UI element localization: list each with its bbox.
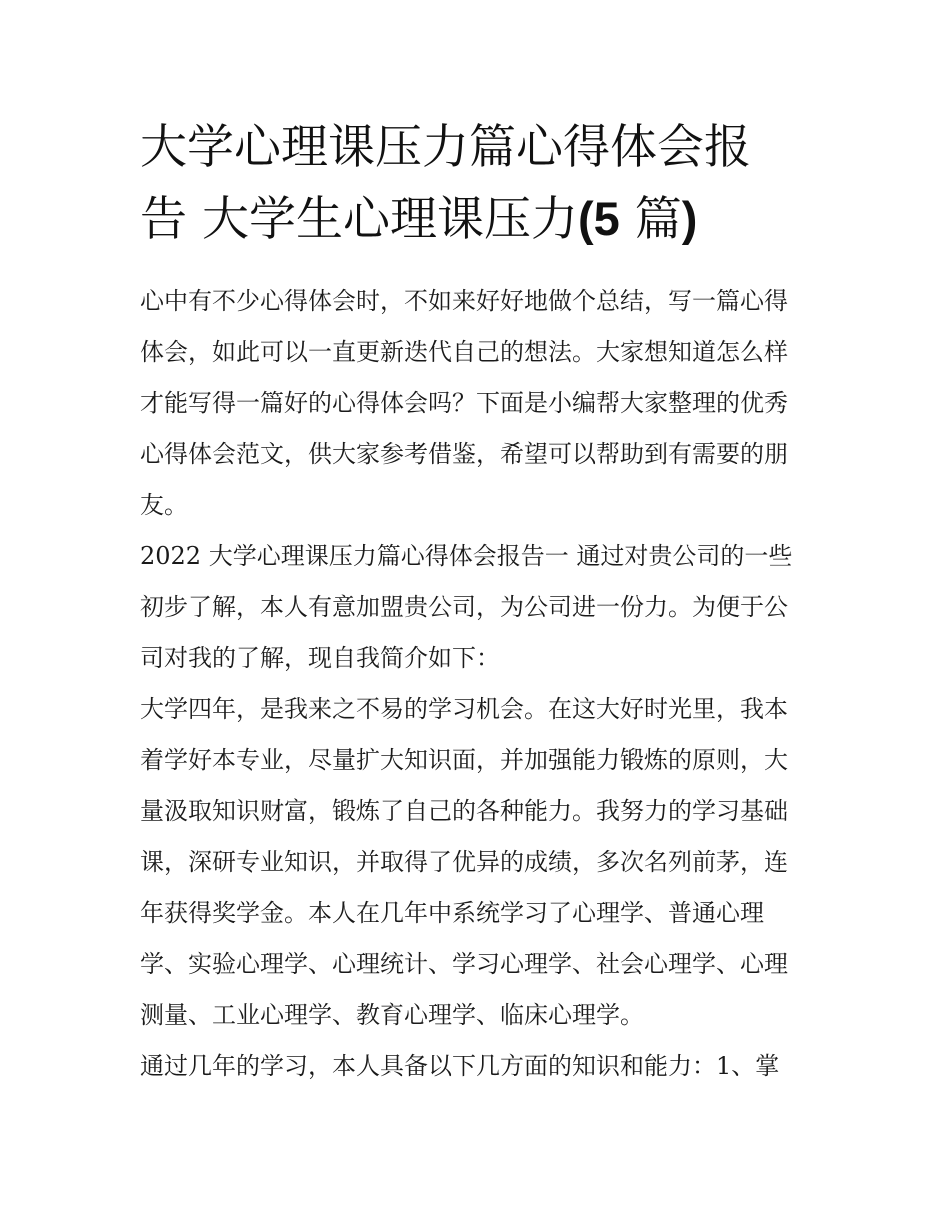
paragraph-line: 心中有不少心得体会时，不如来好好地做个总结，写一篇心得 (140, 287, 788, 315)
paragraph-line: 量汲取知识财富，锻炼了自己的各种能力。我努力的学习基础 (140, 797, 788, 825)
paragraph-line: 2022 大学心理课压力篇心得体会报告一 通过对贵公司的一些 (140, 542, 793, 570)
paragraph-line: 初步了解，本人有意加盟贵公司，为公司进一份力。为便于公 (140, 593, 788, 621)
paragraph-line: 心得体会范文，供大家参考借鉴，希望可以帮助到有需要的朋 (140, 440, 788, 468)
paragraph-abilities (140, 1041, 820, 1092)
title-line-2-close: ) (681, 192, 698, 245)
paragraph-line: 体会，如此可以一直更新迭代自己的想法。大家想知道怎么样 (140, 338, 788, 366)
paragraph-university-years (140, 684, 820, 1041)
paragraph-line: 司对我的了解，现自我简介如下： (140, 644, 500, 672)
document-body (140, 276, 820, 1092)
paragraph-line: 测量、工业心理学、教育心理学、临床心理学。 (140, 1001, 644, 1029)
title-line-1: 大学心理课压力篇心得体会报 (140, 120, 751, 175)
title-line-2-unit: 篇 (619, 192, 682, 247)
paragraph-line: 才能写得一篇好的心得体会吗？下面是小编帮大家整理的优秀 (140, 389, 788, 417)
document-title (140, 112, 820, 255)
paragraph-intro (140, 276, 820, 531)
title-line-2-count: (5 (577, 192, 620, 245)
paragraph-line: 着学好本专业，尽量扩大知识面，并加强能力锻炼的原则，大 (140, 746, 788, 774)
paragraph-line: 通过几年的学习，本人具备以下几方面的知识和能力：1、掌 (140, 1052, 780, 1080)
title-line-2 (140, 183, 820, 255)
paragraph-line: 大学四年，是我来之不易的学习机会。在这大好时光里，我本 (140, 695, 788, 723)
title-line-2-text: 告 大学生心理课压力 (140, 192, 578, 247)
paragraph-line: 学、实验心理学、心理统计、学习心理学、社会心理学、心理 (140, 950, 788, 978)
paragraph-line: 友。 (140, 491, 188, 519)
paragraph-report-one (140, 531, 820, 684)
paragraph-line: 课，深研专业知识，并取得了优异的成绩，多次名列前茅，连 (140, 848, 788, 876)
paragraph-line: 年获得奖学金。本人在几年中系统学习了心理学、普通心理 (140, 899, 764, 927)
